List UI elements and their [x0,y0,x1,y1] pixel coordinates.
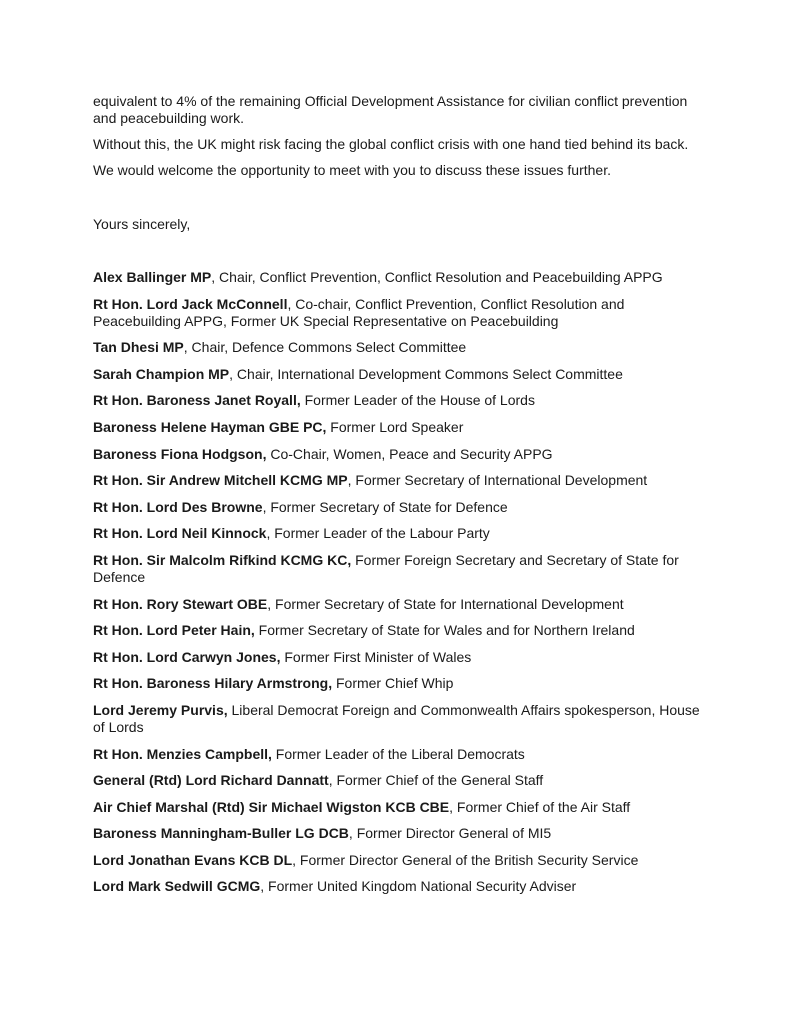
signatory-item [93,799,708,816]
signatory-name: Sarah Champion MP [93,365,230,382]
signatory-role: , Former Chief of the General Staff [328,772,544,789]
letter-paragraph-odа: equivalent to 4% of the remaining Official Development Assistance for civilian conflict prevention and peacebuilding work. [93,93,688,126]
signatory-name: Baroness Helene Hayman GBE PC, [93,418,327,435]
signatory-item [93,596,708,613]
signatory-name: Rt Hon. Lord Jack McConnell [93,295,288,312]
letter-paragraph-meeting: We would welcome the opportunity to meet with you to discuss these issues further. [93,162,611,178]
letter-paragraph-risk: Without this, the UK might risk facing the global conflict crisis with one hand tied behind its back. [93,136,689,152]
signatory-role: Co-Chair, Women, Peace and Security APPG [266,445,553,462]
signatory-role: , Chair, Defence Commons Select Committee [183,339,467,356]
signatory-name: Rt Hon. Lord Neil Kinnock [93,525,267,542]
signatory-role: , Former Director General of MI5 [348,825,552,842]
signatory-name: Rt Hon. Menzies Campbell, [93,745,272,762]
signatory-role: , Former Director General of the British Security Service [292,851,639,868]
signatory-role: , Former United Kingdom National Security Adviser [260,878,577,895]
signatory-role: , Co-chair, Conflict Prevention, Conflict Resolution and Peacebuilding APPG, Former UK Special Representative on Peacebuilding [93,295,625,329]
signatory-role: Former Secretary of State for Wales and for Northern Ireland [254,622,635,639]
signatory-list [93,269,708,905]
signatory-name: General (Rtd) Lord Richard Dannatt [93,772,329,789]
signatory-role: Former Leader of the House of Lords [300,392,535,409]
letter-closing: Yours sincerely, [93,216,191,232]
signatory-role: Former Leader of the Liberal Democrats [271,745,525,762]
signatory-role: Former Foreign Secretary and Secretary of State for Defence [93,551,679,585]
signatory-name: Baroness Manningham-Buller LG DCB [93,825,349,842]
signatory-role: , Former Leader of the Labour Party [266,525,490,542]
signatory-item [93,296,708,330]
signatory-item [93,392,708,409]
signatory-item [93,649,708,666]
signatory-item [93,552,708,586]
signatory-item [93,419,708,436]
signatory-name: Rt Hon. Baroness Hilary Armstrong, [93,675,333,692]
signatory-role: , Former Chief of the Air Staff [449,798,631,815]
signatory-name: Rt Hon. Lord Des Browne [93,498,263,515]
signatory-name: Rt Hon. Lord Peter Hain, [93,622,255,639]
signatory-name: Lord Jonathan Evans KCB DL [93,851,293,868]
signatory-name: Air Chief Marshal (Rtd) Sir Michael Wigston KCB CBE [93,798,450,815]
signatory-role: , Former Secretary of State for International Development [267,595,624,612]
signatory-role: Former Chief Whip [332,675,454,692]
signatory-item [93,366,708,383]
signatory-item [93,852,708,869]
signatory-item [93,339,708,356]
signatory-name: Rt Hon. Sir Andrew Mitchell KCMG MP [93,472,348,489]
signatory-role: Former First Minister of Wales [280,648,472,665]
signatory-name: Lord Jeremy Purvis, [93,701,228,718]
signatory-item [93,525,708,542]
signatory-item [93,499,708,516]
signatory-role: , Former Secretary of International Development [347,472,648,489]
signatory-name: Rt Hon. Lord Carwyn Jones, [93,648,281,665]
signatory-name: Alex Ballinger MP [93,269,212,285]
signatory-name: Rt Hon. Rory Stewart OBE [93,595,268,612]
signatory-item [93,472,708,489]
signatory-item [93,746,708,763]
signatory-role: , Chair, International Development Commons Select Committee [229,365,623,382]
signatory-role: Liberal Democrat Foreign and Commonwealth Affairs spokesperson, House of Lords [93,701,700,735]
signatory-item [93,269,708,286]
signatory-name: Baroness Fiona Hodgson, [93,445,267,462]
signatory-item [93,675,708,692]
signatory-item [93,622,708,639]
signatory-item [93,702,708,736]
signatory-item [93,878,708,895]
signatory-role: Former Lord Speaker [326,418,464,435]
signatory-item [93,825,708,842]
signatory-item [93,772,708,789]
signatory-name: Lord Mark Sedwill GCMG [93,878,261,895]
signatory-name: Tan Dhesi MP [93,339,184,356]
signatory-name: Rt Hon. Sir Malcolm Rifkind KCMG KC, [93,551,352,568]
signatory-name: Rt Hon. Baroness Janet Royall, [93,392,301,409]
signatory-role: , Former Secretary of State for Defence [262,498,508,515]
signatory-item [93,446,708,463]
signatory-role: , Chair, Conflict Prevention, Conflict Resolution and Peacebuilding APPG [211,269,663,285]
